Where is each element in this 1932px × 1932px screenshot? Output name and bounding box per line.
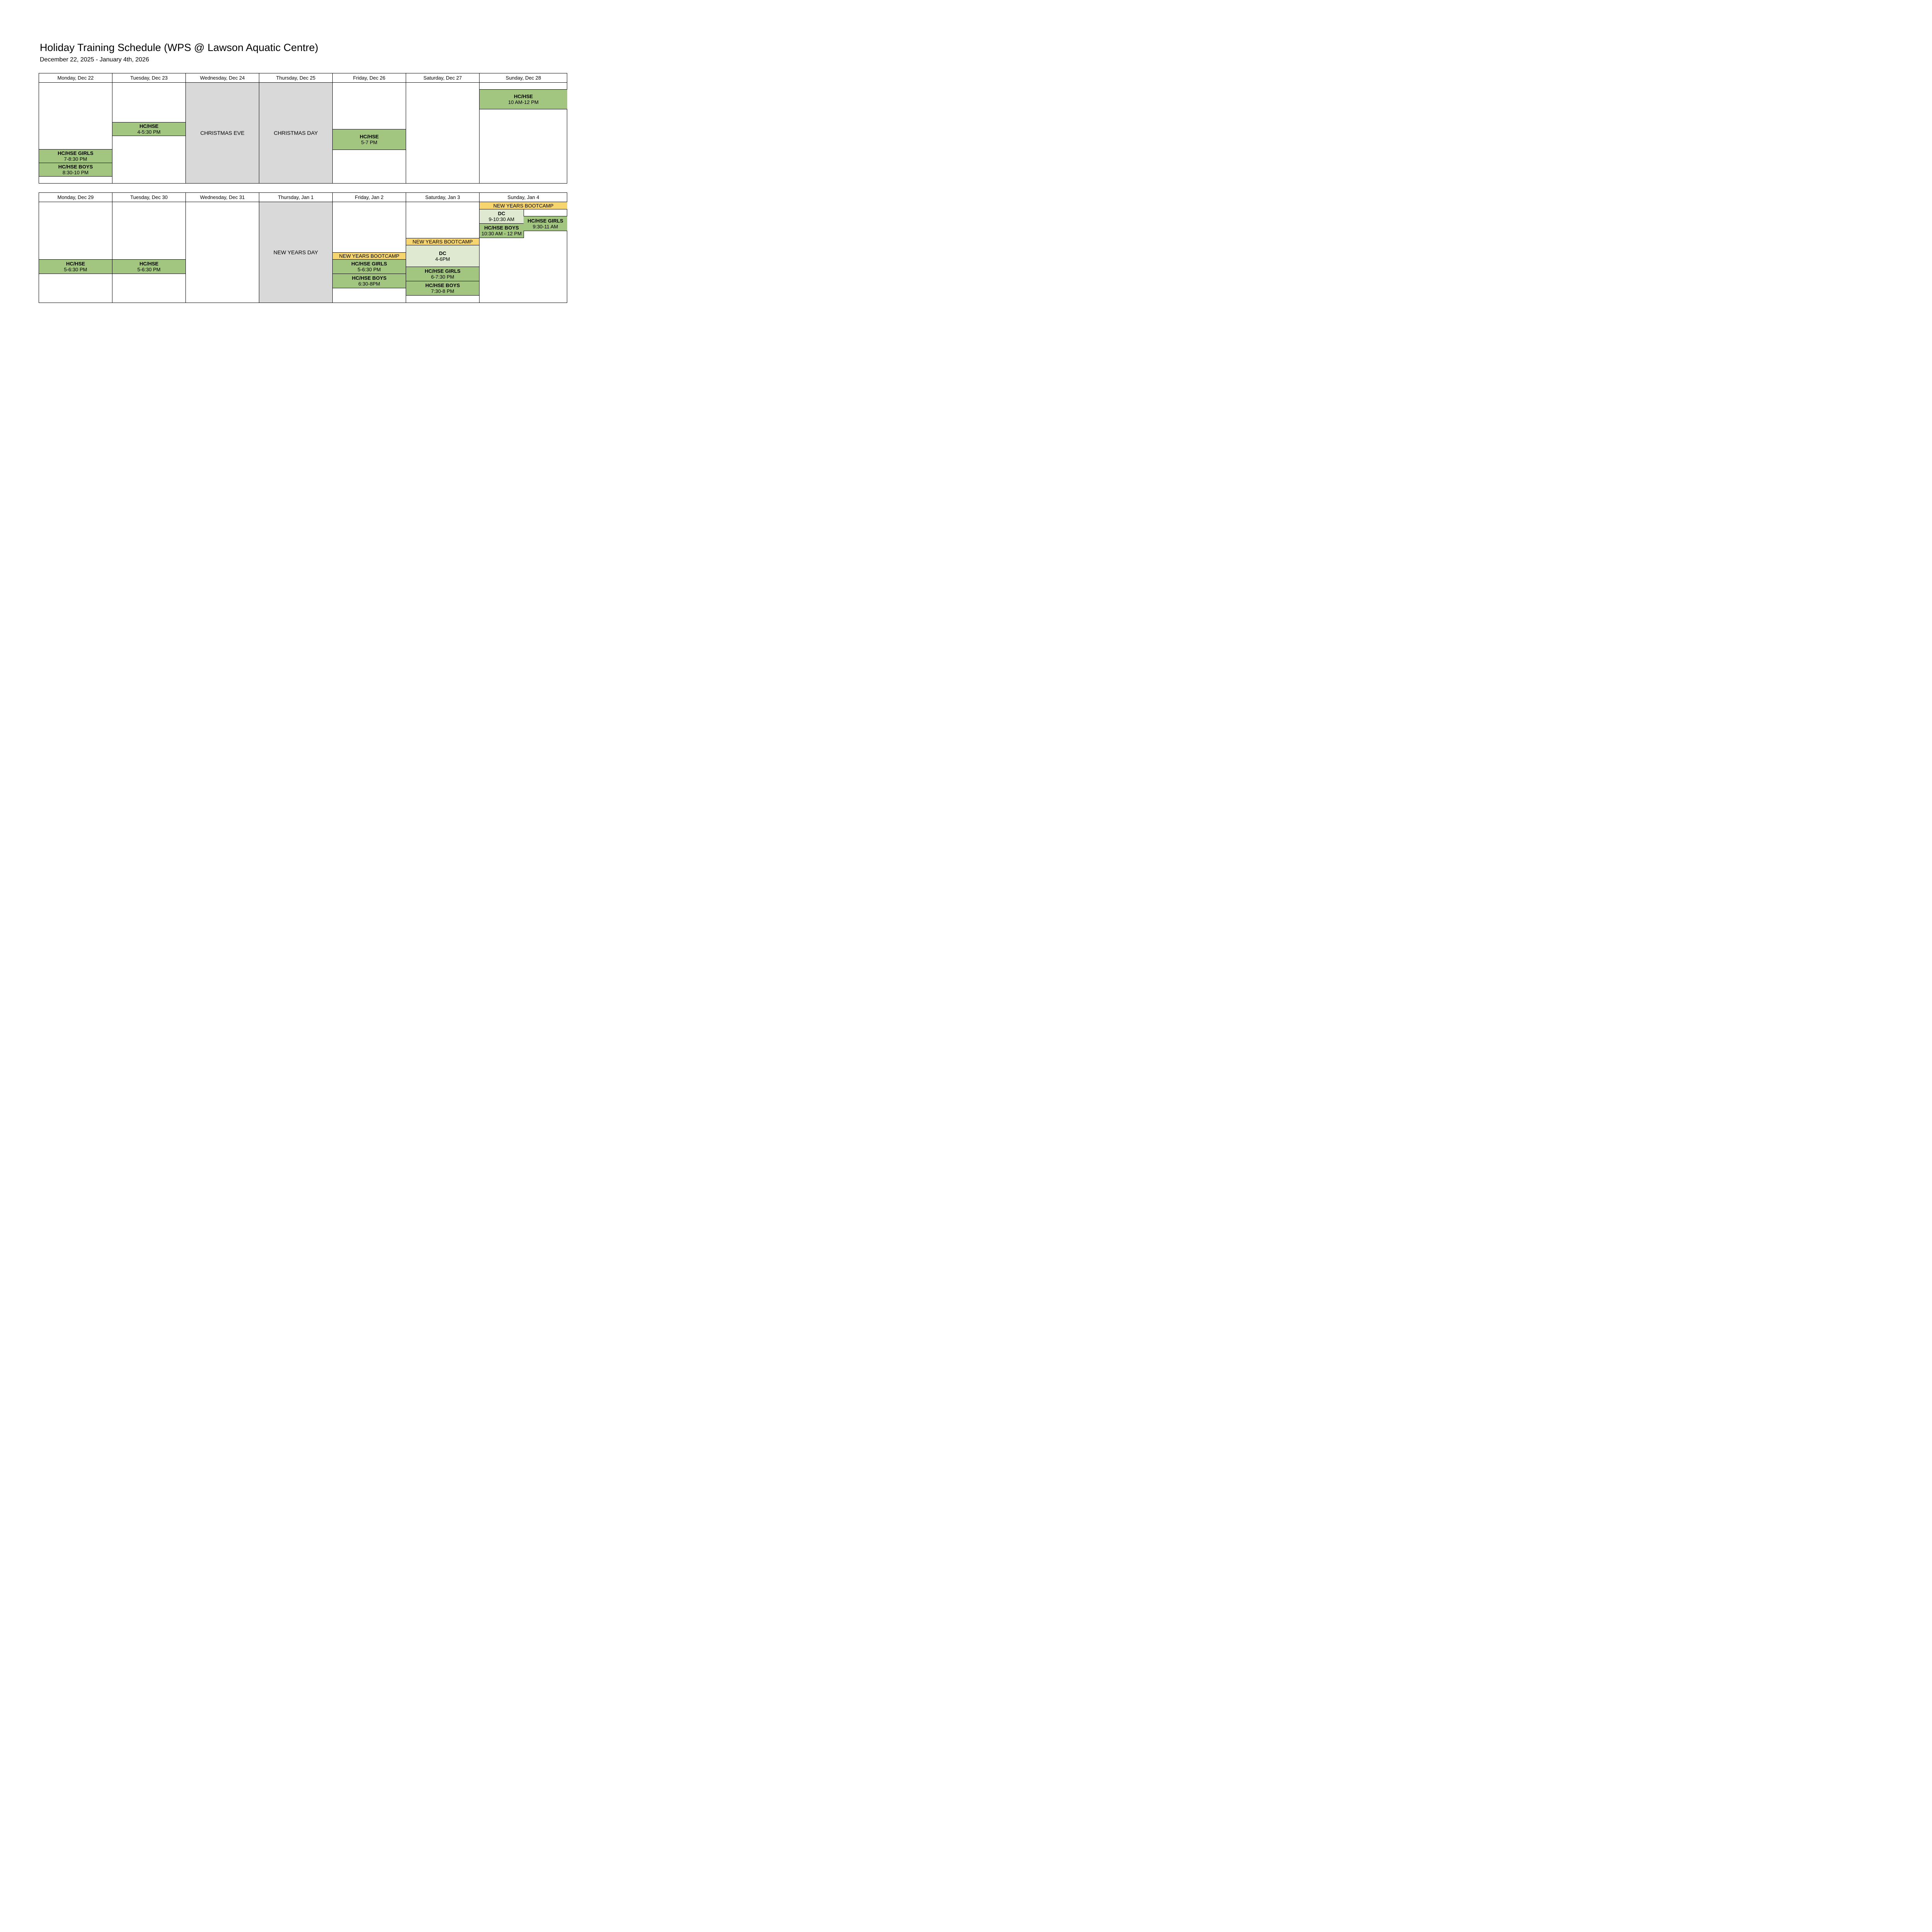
session-block — [480, 223, 524, 238]
session-name: DC — [439, 250, 446, 256]
session-time: 10 AM-12 PM — [508, 99, 539, 105]
session-name: HC/HSE BOYS — [352, 275, 387, 281]
session-block — [524, 216, 567, 231]
bootcamp-banner: NEW YEARS BOOTCAMP — [480, 202, 567, 209]
session-block — [112, 259, 185, 274]
bootcamp-banner: NEW YEARS BOOTCAMP — [333, 252, 406, 260]
session-time: 7-8:30 PM — [64, 156, 87, 162]
week-1-table — [39, 73, 567, 184]
session-name: HC/HSE — [139, 261, 159, 267]
session-time: 6-7:30 PM — [431, 274, 454, 280]
session-block — [333, 274, 406, 288]
dc-session-block — [480, 209, 524, 224]
dc-session-block — [406, 245, 479, 267]
session-name: HC/HSE — [66, 261, 85, 267]
session-block — [480, 89, 567, 109]
day-header: Monday, Dec 22 — [39, 73, 112, 82]
session-time: 4-5:30 PM — [137, 129, 161, 135]
session-time: 5-6:30 PM — [64, 267, 87, 272]
session-block — [112, 122, 185, 136]
holiday-column — [259, 83, 333, 183]
day-header: Wednesday, Dec 24 — [186, 73, 259, 82]
week-1-header — [39, 73, 567, 83]
day-column-tuesday — [112, 202, 186, 303]
day-header: Monday, Dec 29 — [39, 193, 112, 202]
session-name: HC/HSE BOYS — [425, 282, 460, 288]
page-title: Holiday Training Schedule (WPS @ Lawson Aquatic Centre) — [40, 42, 318, 53]
session-time: 6:30-8PM — [358, 281, 380, 287]
session-time: 5-6:30 PM — [357, 267, 381, 272]
holiday-column — [186, 83, 259, 183]
day-header: Tuesday, Dec 30 — [112, 193, 186, 202]
day-column-friday — [333, 83, 406, 183]
day-header: Saturday, Dec 27 — [406, 73, 480, 82]
session-time: 9:30-11 AM — [532, 223, 558, 230]
session-block — [39, 163, 112, 177]
day-column-monday — [39, 83, 112, 183]
day-column-tuesday — [112, 83, 186, 183]
session-block — [333, 129, 406, 150]
week-2-header — [39, 193, 567, 202]
day-header: Wednesday, Dec 31 — [186, 193, 259, 202]
day-column-sunday — [480, 83, 567, 183]
session-time: 5-6:30 PM — [137, 267, 161, 272]
session-name: HC/HSE GIRLS — [58, 150, 94, 156]
day-header: Friday, Dec 26 — [333, 73, 406, 82]
day-header: Sunday, Jan 4 — [507, 194, 539, 200]
session-name: HC/HSE — [359, 134, 379, 139]
day-header: Tuesday, Dec 23 — [112, 73, 186, 82]
session-name: HC/HSE BOYS — [58, 164, 93, 170]
session-block — [39, 259, 112, 274]
day-header: Thursday, Jan 1 — [259, 193, 333, 202]
day-column-saturday — [406, 83, 480, 183]
bootcamp-banner: NEW YEARS BOOTCAMP — [406, 238, 479, 245]
day-column-friday — [333, 202, 406, 303]
day-header: Thursday, Dec 25 — [259, 73, 333, 82]
session-time: 7:30-8 PM — [431, 288, 454, 294]
day-column-sunday — [480, 202, 567, 303]
day-header: Saturday, Jan 3 — [406, 193, 480, 202]
day-header: Sunday, Dec 28 — [505, 75, 541, 81]
session-name: HC/HSE — [514, 94, 533, 99]
session-name: HC/HSE GIRLS — [351, 261, 387, 267]
session-name: HC/HSE GIRLS — [527, 218, 563, 224]
session-block — [406, 267, 479, 281]
session-time: 8:30-10 PM — [62, 170, 89, 175]
day-column-wednesday — [186, 202, 259, 303]
session-block — [406, 281, 479, 296]
session-time: 9-10:30 AM — [488, 216, 515, 222]
session-time: 4-6PM — [435, 256, 450, 262]
session-block — [39, 149, 112, 163]
session-block — [333, 259, 406, 274]
session-name: HC/HSE — [139, 123, 159, 129]
session-name: HC/HSE GIRLS — [425, 268, 461, 274]
date-range: December 22, 2025 - January 4th, 2026 — [40, 56, 149, 63]
week-2-table — [39, 192, 567, 303]
holiday-label: NEW YEARS DAY — [273, 249, 318, 255]
day-column-saturday — [406, 202, 480, 303]
holiday-label: CHRISTMAS EVE — [200, 130, 245, 136]
session-name: DC — [498, 211, 505, 216]
day-header: Friday, Jan 2 — [333, 193, 406, 202]
day-column-monday — [39, 202, 112, 303]
holiday-label: CHRISTMAS DAY — [274, 130, 318, 136]
session-time: 10:30 AM - 12 PM — [481, 231, 522, 236]
holiday-column — [259, 202, 333, 303]
session-name: HC/HSE BOYS — [484, 225, 519, 231]
session-time: 5-7 PM — [361, 139, 378, 145]
